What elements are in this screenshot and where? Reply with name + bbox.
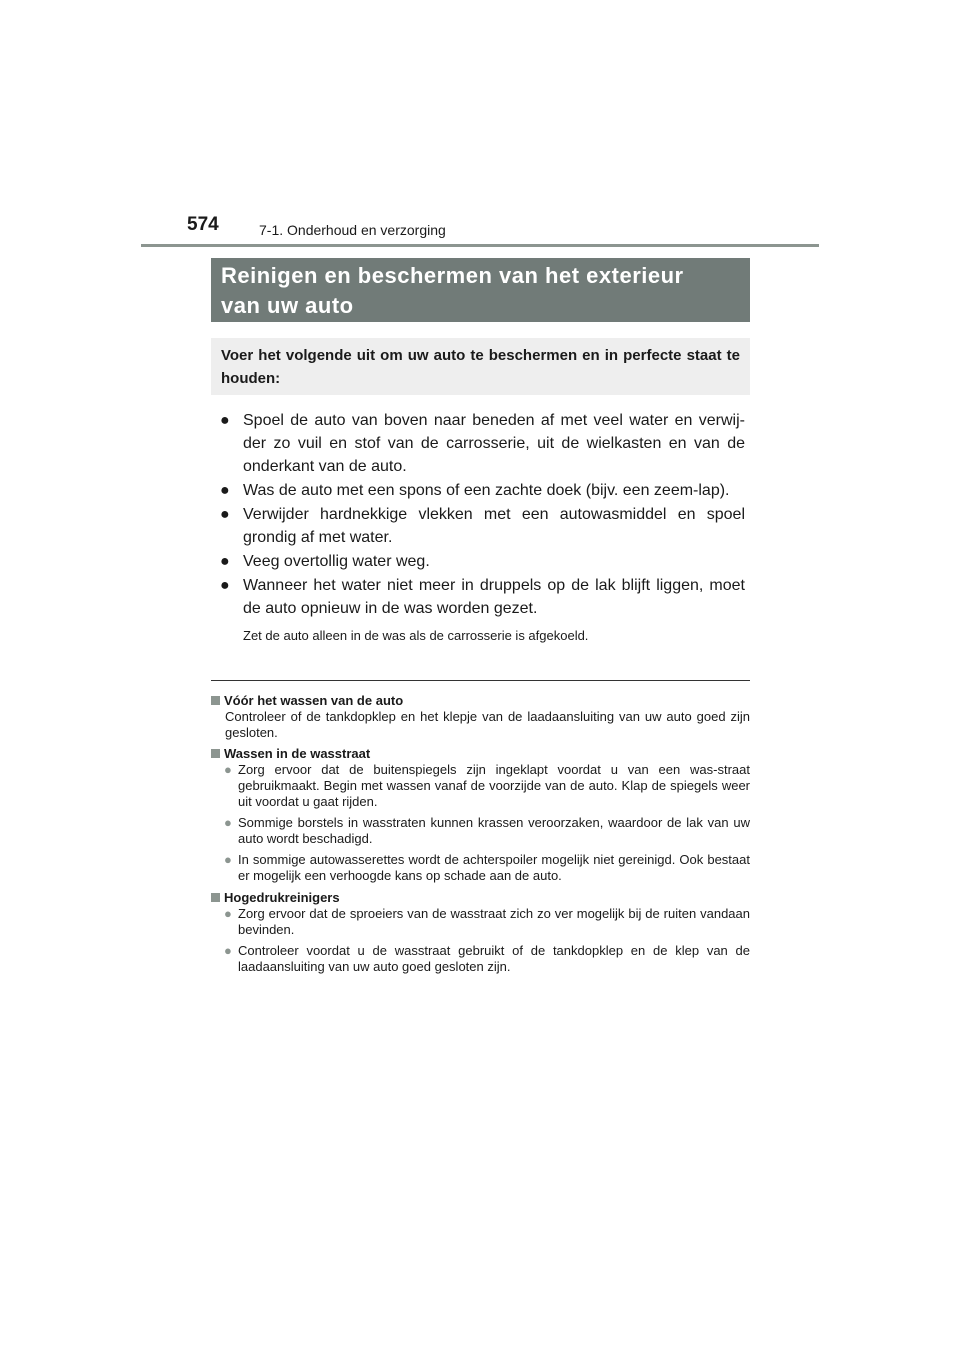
info-list-item: ● Controleer voordat u de wasstraat gebruikt of de tankdopklep en de klep van de laadaansluiting van uw auto goed gesloten zijn. (224, 943, 750, 974)
section-label: 7-1. Onderhoud en verzorging (259, 222, 446, 238)
title-line-1: Reinigen en beschermen van het exterieur (221, 263, 684, 288)
info-heading: Hogedrukreinigers (211, 889, 750, 906)
list-item-text: Was de auto met een spons of een zachte doek (bijv. een zeem-lap). (243, 482, 730, 499)
square-bullet-icon (211, 749, 220, 758)
bullet-icon: ● (224, 906, 232, 921)
note-text: Zet de auto alleen in de was als de carrosserie is afgekoeld. (243, 628, 589, 643)
bullet-icon: ● (224, 762, 232, 777)
instruction-list (220, 409, 745, 645)
section-divider (211, 680, 750, 681)
info-list-item: ● Zorg ervoor dat de buitenspiegels zijn ingeklapt voordat u van een was-straat gebruikmaakt. Begin met wassen vanaf de voorzijde van de auto. Klap de spiegels weer uit voordat u gaat rijden. (224, 762, 750, 809)
list-item (220, 409, 745, 478)
header-rule (141, 244, 819, 247)
bullet-icon: ● (224, 943, 232, 958)
bullet-icon: ● (220, 482, 230, 499)
list-item-text: Veeg overtollig water weg. (243, 553, 430, 570)
title-line-2: van uw auto (221, 293, 354, 318)
list-item (220, 479, 745, 502)
bullet-icon: ● (220, 577, 230, 594)
intro-box (211, 338, 750, 395)
list-item (220, 574, 745, 620)
bullet-icon: ● (220, 553, 230, 570)
bullet-icon: ● (224, 815, 232, 830)
info-text: Controleer of de tankdopklep en het klepje van de laadaansluiting van uw auto goed zijn gesloten. (225, 709, 750, 740)
info-heading: Vóór het wassen van de auto (211, 692, 750, 709)
bullet-icon: ● (220, 506, 230, 523)
list-item-text: Verwijder hardnekkige vlekken met een autowasmiddel en spoel grondig af met water. (243, 506, 745, 546)
info-section (211, 688, 750, 980)
page-number: 574 (187, 214, 219, 235)
list-item (220, 550, 745, 573)
info-list-item: ● Zorg ervoor dat de sproeiers van de wasstraat zich zo ver mogelijk bij de ruiten vandaan bevinden. (224, 906, 750, 937)
bullet-icon: ● (224, 852, 232, 867)
info-list-item: ● Sommige borstels in wasstraten kunnen krassen veroorzaken, waardoor de lak van uw auto wordt beschadigd. (224, 815, 750, 846)
list-item (220, 503, 745, 549)
square-bullet-icon (211, 893, 220, 902)
list-item-text: Wanneer het water niet meer in druppels op de lak blijft liggen, moet de auto opnieuw in de was worden gezet. (243, 577, 745, 617)
info-heading: Wassen in de wasstraat (211, 745, 750, 762)
bullet-icon: ● (220, 412, 230, 429)
square-bullet-icon (211, 696, 220, 705)
list-item-text: Spoel de auto van boven naar beneden af met veel water en verwij-der zo vuil en stof van de carrosserie, uit de wielkasten en van de onderkant van de auto. (243, 412, 745, 475)
page-title (211, 258, 750, 322)
intro-text: Voer het volgende uit om uw auto te beschermen en in perfecte staat te houden: (221, 347, 740, 387)
info-list-item: ● In sommige autowasserettes wordt de achterspoiler mogelijk niet gereinigd. Ook bestaat er mogelijk een verhoogde kans op schade aan de auto. (224, 852, 750, 883)
